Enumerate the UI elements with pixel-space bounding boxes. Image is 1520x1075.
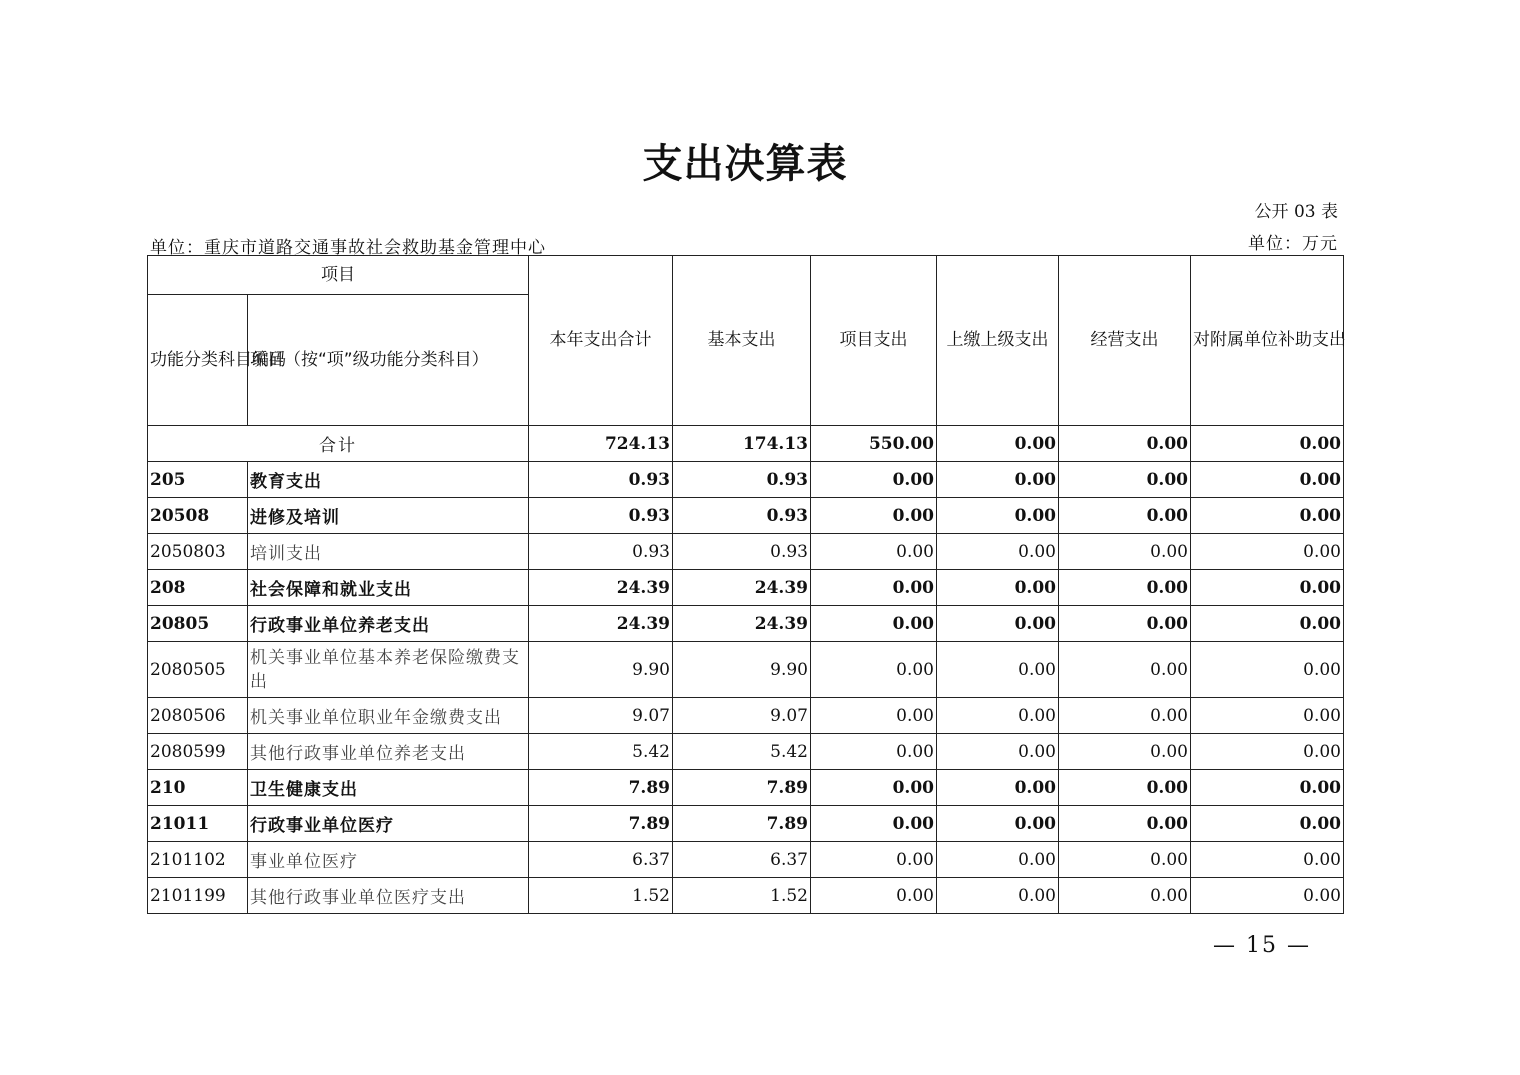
- row-total: 24.39: [529, 606, 673, 642]
- row-business: 0.00: [1059, 642, 1191, 698]
- row-code: 2101102: [148, 842, 248, 878]
- row-basic: 7.89: [673, 806, 811, 842]
- row-total: 24.39: [529, 570, 673, 606]
- row-business: 0.00: [1059, 842, 1191, 878]
- unit-organization: 单位：重庆市道路交通事故社会救助基金管理中心: [150, 238, 546, 258]
- row-subsidy: 0.00: [1191, 770, 1344, 806]
- row-upper: 0.00: [937, 534, 1059, 570]
- row-upper: 0.00: [937, 606, 1059, 642]
- header-total: 本年支出合计: [529, 256, 673, 426]
- table-row: [148, 606, 1344, 642]
- row-business: 0.00: [1059, 770, 1191, 806]
- total-value-upper: 0.00: [937, 426, 1059, 462]
- row-upper: 0.00: [937, 570, 1059, 606]
- row-project: 0.00: [811, 462, 937, 498]
- form-number: 公开 03 表: [1254, 202, 1338, 222]
- row-code: 20508: [148, 498, 248, 534]
- row-business: 0.00: [1059, 534, 1191, 570]
- row-total: 0.93: [529, 462, 673, 498]
- table-row: [148, 770, 1344, 806]
- table-row: [148, 734, 1344, 770]
- expenditure-table: [147, 255, 1344, 914]
- row-business: 0.00: [1059, 462, 1191, 498]
- row-name: 其他行政事业单位医疗支出: [248, 878, 529, 914]
- row-upper: 0.00: [937, 878, 1059, 914]
- row-basic: 5.42: [673, 734, 811, 770]
- total-value-business: 0.00: [1059, 426, 1191, 462]
- row-total: 0.93: [529, 534, 673, 570]
- row-basic: 7.89: [673, 770, 811, 806]
- total-value-project: 550.00: [811, 426, 937, 462]
- total-label: 合计: [148, 426, 529, 462]
- row-project: 0.00: [811, 498, 937, 534]
- row-business: 0.00: [1059, 498, 1191, 534]
- total-row: [148, 426, 1344, 462]
- header-name: 项目（按“项”级功能分类科目）: [248, 295, 529, 426]
- row-basic: 24.39: [673, 570, 811, 606]
- row-upper: 0.00: [937, 842, 1059, 878]
- row-name: 社会保障和就业支出: [248, 570, 529, 606]
- row-subsidy: 0.00: [1191, 462, 1344, 498]
- row-name: 行政事业单位养老支出: [248, 606, 529, 642]
- row-subsidy: 0.00: [1191, 570, 1344, 606]
- row-total: 9.07: [529, 698, 673, 734]
- row-project: 0.00: [811, 734, 937, 770]
- row-business: 0.00: [1059, 878, 1191, 914]
- row-basic: 24.39: [673, 606, 811, 642]
- table-row: [148, 462, 1344, 498]
- page-number: — 15 —: [1213, 933, 1311, 958]
- row-name: 行政事业单位医疗: [248, 806, 529, 842]
- row-code: 2050803: [148, 534, 248, 570]
- row-upper: 0.00: [937, 770, 1059, 806]
- table-row: [148, 878, 1344, 914]
- header-business: 经营支出: [1059, 256, 1191, 426]
- total-value-basic: 174.13: [673, 426, 811, 462]
- row-code: 2101199: [148, 878, 248, 914]
- row-code: 2080599: [148, 734, 248, 770]
- row-code: 205: [148, 462, 248, 498]
- row-basic: 0.93: [673, 534, 811, 570]
- row-business: 0.00: [1059, 698, 1191, 734]
- row-subsidy: 0.00: [1191, 734, 1344, 770]
- row-subsidy: 0.00: [1191, 642, 1344, 698]
- row-subsidy: 0.00: [1191, 842, 1344, 878]
- row-basic: 6.37: [673, 842, 811, 878]
- row-total: 9.90: [529, 642, 673, 698]
- row-project: 0.00: [811, 806, 937, 842]
- row-project: 0.00: [811, 698, 937, 734]
- table-row: [148, 642, 1344, 698]
- row-business: 0.00: [1059, 734, 1191, 770]
- page-title: 支出决算表: [642, 140, 848, 187]
- row-upper: 0.00: [937, 698, 1059, 734]
- row-project: 0.00: [811, 642, 937, 698]
- row-business: 0.00: [1059, 570, 1191, 606]
- row-subsidy: 0.00: [1191, 878, 1344, 914]
- table-row: [148, 534, 1344, 570]
- header-upper: 上缴上级支出: [937, 256, 1059, 426]
- row-upper: 0.00: [937, 806, 1059, 842]
- row-code: 2080506: [148, 698, 248, 734]
- row-total: 7.89: [529, 806, 673, 842]
- table-row: [148, 498, 1344, 534]
- row-basic: 1.52: [673, 878, 811, 914]
- row-subsidy: 0.00: [1191, 606, 1344, 642]
- row-subsidy: 0.00: [1191, 698, 1344, 734]
- row-project: 0.00: [811, 770, 937, 806]
- table-row: [148, 698, 1344, 734]
- header-basic: 基本支出: [673, 256, 811, 426]
- row-basic: 9.07: [673, 698, 811, 734]
- row-name: 事业单位医疗: [248, 842, 529, 878]
- row-basic: 9.90: [673, 642, 811, 698]
- total-value-subsidy: 0.00: [1191, 426, 1344, 462]
- header-item: 项目: [148, 256, 529, 295]
- row-subsidy: 0.00: [1191, 498, 1344, 534]
- table-row: [148, 570, 1344, 606]
- row-upper: 0.00: [937, 642, 1059, 698]
- row-code: 2080505: [148, 642, 248, 698]
- row-project: 0.00: [811, 842, 937, 878]
- table-row: [148, 842, 1344, 878]
- row-code: 210: [148, 770, 248, 806]
- row-code: 21011: [148, 806, 248, 842]
- row-basic: 0.93: [673, 462, 811, 498]
- row-project: 0.00: [811, 534, 937, 570]
- row-project: 0.00: [811, 878, 937, 914]
- header-project: 项目支出: [811, 256, 937, 426]
- row-name: 进修及培训: [248, 498, 529, 534]
- row-upper: 0.00: [937, 734, 1059, 770]
- row-name: 机关事业单位职业年金缴费支出: [248, 698, 529, 734]
- row-subsidy: 0.00: [1191, 534, 1344, 570]
- row-business: 0.00: [1059, 606, 1191, 642]
- row-code: 20805: [148, 606, 248, 642]
- row-total: 5.42: [529, 734, 673, 770]
- header-subsidy: 对附属单位补助支出: [1191, 256, 1344, 426]
- row-name: 卫生健康支出: [248, 770, 529, 806]
- unit-currency: 单位：万元: [1248, 234, 1338, 254]
- table-row: [148, 806, 1344, 842]
- row-total: 0.93: [529, 498, 673, 534]
- row-total: 1.52: [529, 878, 673, 914]
- row-project: 0.00: [811, 570, 937, 606]
- row-name: 机关事业单位基本养老保险缴费支出: [248, 642, 529, 698]
- row-basic: 0.93: [673, 498, 811, 534]
- row-upper: 0.00: [937, 462, 1059, 498]
- row-project: 0.00: [811, 606, 937, 642]
- row-subsidy: 0.00: [1191, 806, 1344, 842]
- row-upper: 0.00: [937, 498, 1059, 534]
- row-name: 教育支出: [248, 462, 529, 498]
- row-total: 6.37: [529, 842, 673, 878]
- row-code: 208: [148, 570, 248, 606]
- header-code: 功能分类科目编码: [148, 295, 248, 426]
- row-total: 7.89: [529, 770, 673, 806]
- row-name: 培训支出: [248, 534, 529, 570]
- total-value-total: 724.13: [529, 426, 673, 462]
- row-name: 其他行政事业单位养老支出: [248, 734, 529, 770]
- row-business: 0.00: [1059, 806, 1191, 842]
